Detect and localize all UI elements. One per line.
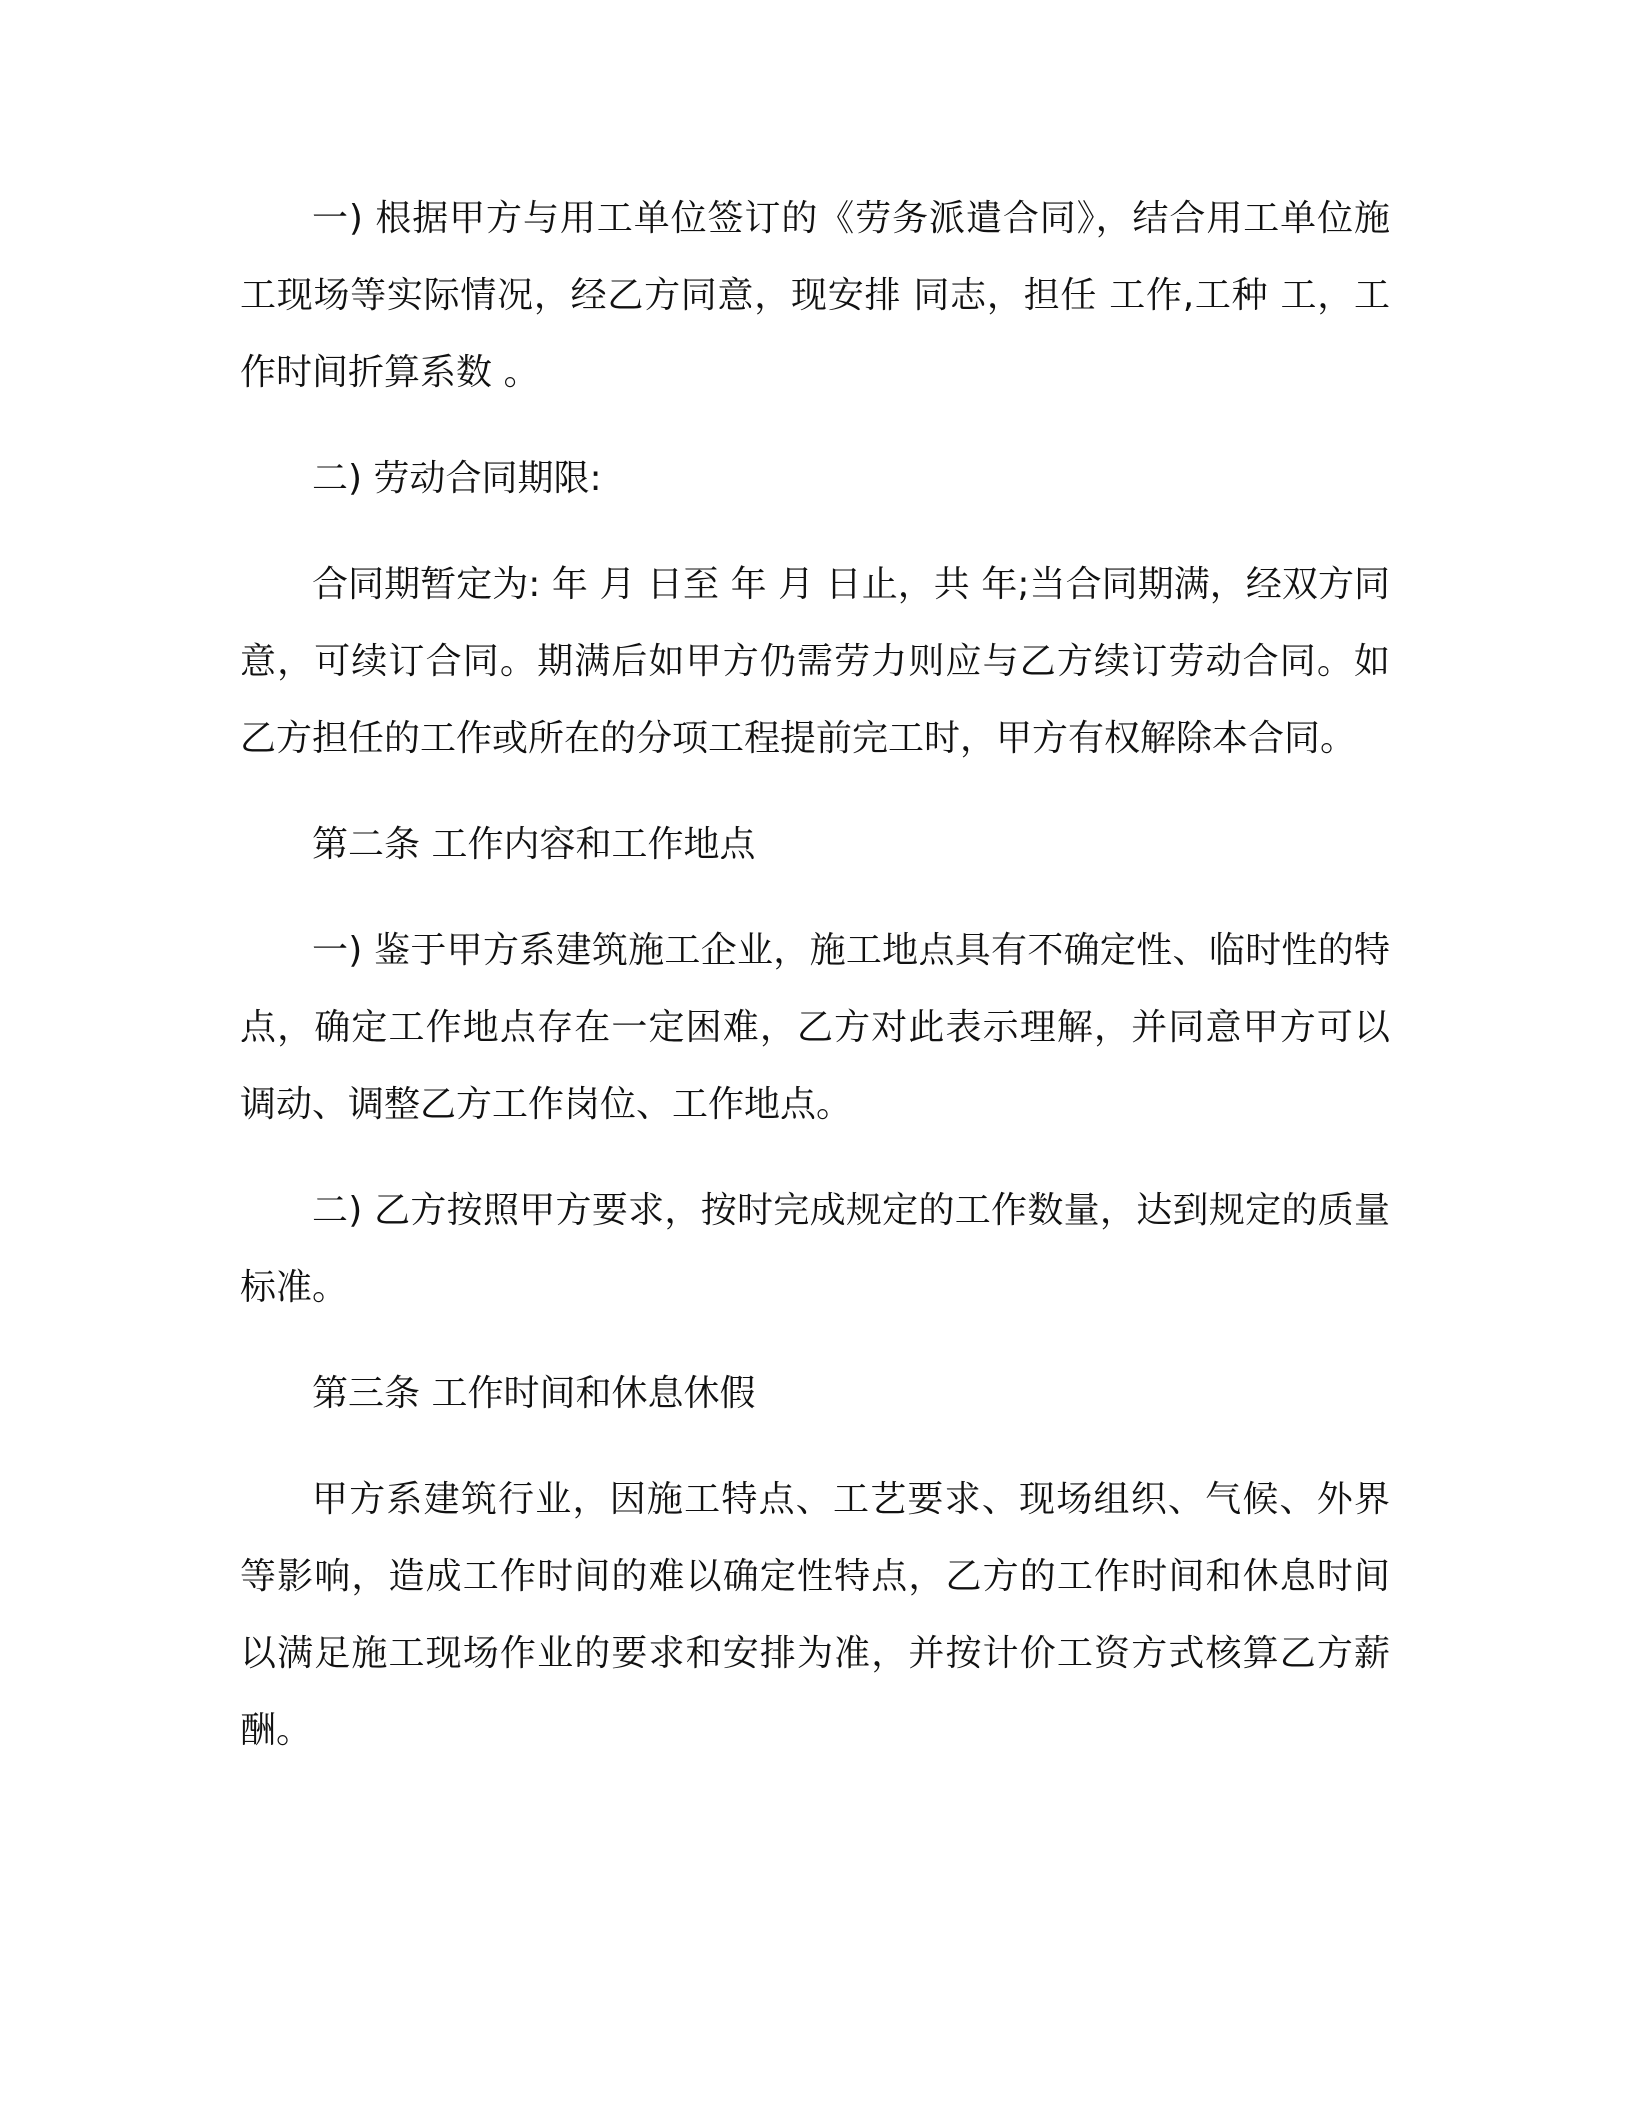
paragraph-article-2-1: 一) 鉴于甲方系建筑施工企业，施工地点具有不确定性、临时性的特点，确定工作地点存在一定困难，乙方对此表示理解，并同意甲方可以调动、调整乙方工作岗位、工作地点。 xyxy=(240,930,1390,1125)
article-3-heading: 第三条 工作时间和休息休假 xyxy=(312,1373,756,1414)
document-body xyxy=(240,180,1390,1798)
article-2-heading: 第二条 工作内容和工作地点 xyxy=(312,824,756,865)
paragraph-contract-term-heading: 二) 劳动合同期限: xyxy=(312,458,602,499)
paragraph-article-3: 甲方系建筑行业，因施工特点、工艺要求、现场组织、气候、外界等影响，造成工作时间的难以确定性特点，乙方的工作时间和休息时间以满足施工现场作业的要求和安排为准，并按计价工资方式核算乙方薪酬。 xyxy=(240,1479,1390,1751)
paragraph-clause-1-1: 一) 根据甲方与用工单位签订的《劳务派遣合同》，结合用工单位施工现场等实际情况，经乙方同意，现安排 同志，担任 工作,工种 工，工作时间折算系数 。 xyxy=(240,198,1390,393)
paragraph-article-2-2: 二) 乙方按照甲方要求，按时完成规定的工作数量，达到规定的质量标准。 xyxy=(240,1190,1390,1308)
paragraph-contract-term: 合同期暂定为: 年 月 日至 年 月 日止，共 年;当合同期满，经双方同意，可续订合同。期满后如甲方仍需劳力则应与乙方续订劳动合同。如乙方担任的工作或所在的分项工程提前完工时，甲方有权解除本合同。 xyxy=(240,564,1390,759)
